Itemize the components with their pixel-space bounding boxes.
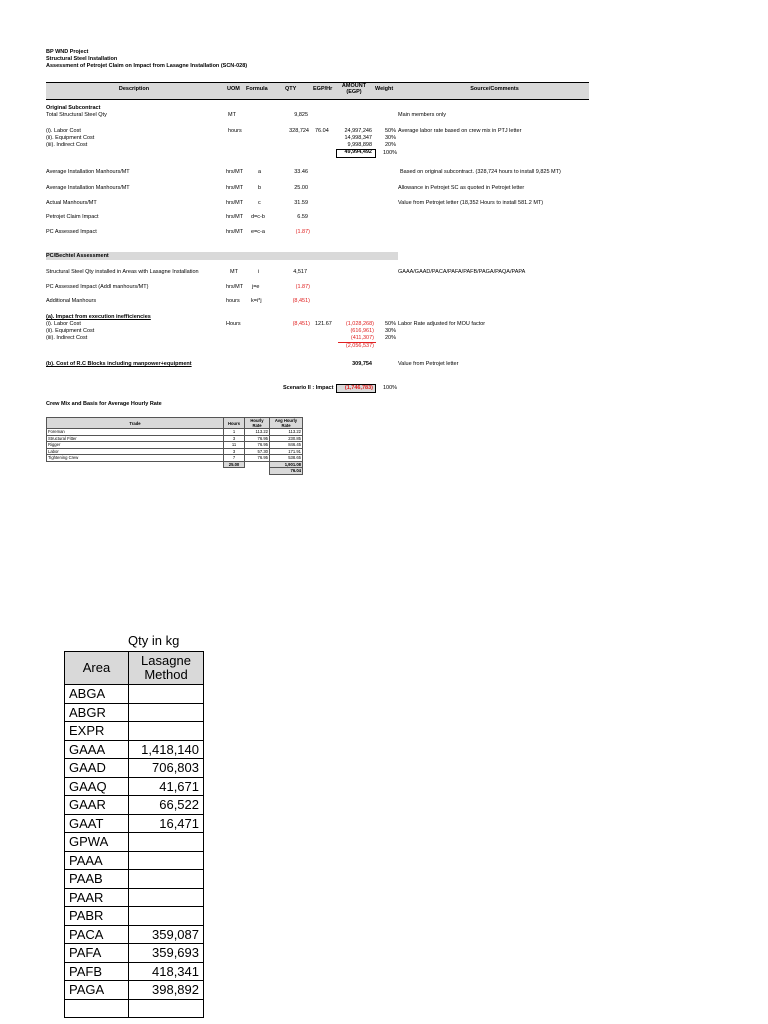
blocks-comment: Value from Petrojet letter: [398, 361, 459, 367]
rate-row-uom: hrs/MT: [226, 185, 244, 191]
rate-row-comment: Value from Petrojet letter (18,352 Hours to install 581.2 MT): [398, 200, 544, 206]
qty-row: [65, 777, 204, 796]
total-steel-comment: Main members only: [398, 112, 446, 118]
impact-indirect-weight: 20%: [385, 335, 397, 341]
rate-row-uom: hrs/MT: [226, 229, 244, 235]
total-steel-qty: 9,825: [294, 112, 308, 118]
crew-total-avg: 1,901.08: [270, 461, 303, 468]
col-header-formula: Formula: [246, 86, 268, 92]
crew-trade: Rigger: [47, 442, 224, 449]
impact-uom: Hours: [226, 321, 241, 327]
crew-col-trade: Trade: [47, 418, 224, 429]
crew-trade: Structural Fitter: [47, 435, 224, 442]
crew-heading: Crew Mix and Basis for Average Hourly Rate: [46, 401, 162, 407]
qty-row: [65, 907, 204, 926]
qty-area: GAAT: [65, 814, 129, 833]
labor-cost-weight: 50%: [385, 128, 397, 134]
qty-area: GAAA: [65, 740, 129, 759]
qty-area: ABGA: [65, 685, 129, 704]
qty-value: [129, 999, 204, 1018]
qty-row: [65, 685, 204, 704]
crew-rate-row: [47, 468, 303, 475]
impact-labor-label: (i). Labor Cost: [46, 321, 81, 327]
crew-avg: 230.85: [270, 435, 303, 442]
qty-area: PAAR: [65, 888, 129, 907]
scenario-amount: (1,746,783): [344, 385, 373, 391]
project-title: BP WND Project: [46, 49, 89, 55]
labor-cost-comment: Average labor rate based on crew mix in PTJ letter: [398, 128, 522, 134]
indirect-cost-amount: 9,998,898: [347, 142, 372, 148]
rate-row-formula: c: [258, 200, 261, 206]
rate-row-qty: 33.46: [294, 169, 308, 175]
crew-rate: 76.95: [245, 442, 270, 449]
qty-value: 359,087: [129, 925, 204, 944]
rate-row-comment: Allowance in Petrojet SC as quoted in Petrojet letter: [398, 185, 525, 191]
qty-value: 398,892: [129, 981, 204, 1000]
qty-row: [65, 981, 204, 1000]
qty-row: [65, 833, 204, 852]
col-header-qty: QTY: [285, 86, 297, 92]
equipment-cost-label: (ii). Equipment Cost: [46, 135, 95, 141]
crew-trade: Tightening Crew: [47, 455, 224, 462]
qty-value: [129, 851, 204, 870]
assessment-row-qty: (8,451): [292, 298, 310, 304]
qty-value: 418,341: [129, 962, 204, 981]
rate-row-formula: e=c-a: [251, 229, 265, 235]
qty-value: 359,693: [129, 944, 204, 963]
crew-avg: 171.91: [270, 448, 303, 455]
scenario-label: Scenario II : Impact: [283, 385, 334, 391]
qty-area: GAAR: [65, 796, 129, 815]
qty-row: [65, 703, 204, 722]
col-header-source: Source/Comments: [470, 86, 519, 92]
total-steel-uom: MT: [228, 112, 236, 118]
crew-hours: 1: [224, 429, 245, 436]
qty-value: 41,671: [129, 777, 204, 796]
impact-labor-amount: (1,028,268): [345, 321, 374, 327]
qty-value: [129, 833, 204, 852]
rate-row-formula: b: [258, 185, 262, 191]
scope-title: Structural Steel Installation: [46, 56, 118, 62]
impact-equipment-weight: 30%: [385, 328, 397, 334]
qty-value: [129, 907, 204, 926]
scenario-weight: 100%: [383, 385, 398, 391]
rate-row-uom: hrs/MT: [226, 169, 244, 175]
qty-area: PAAB: [65, 870, 129, 889]
qty-row: [65, 740, 204, 759]
impact-labor-weight: 50%: [385, 321, 397, 327]
rate-row-qty: 25.00: [294, 185, 308, 191]
rate-row-qty: 31.59: [294, 200, 308, 206]
qty-area: PAAA: [65, 851, 129, 870]
crew-col-hours: Hours: [224, 418, 245, 429]
col-header-description: Description: [118, 86, 150, 92]
rate-row-qty: 6.59: [297, 214, 308, 220]
labor-cost-rate: 76.04: [315, 128, 329, 134]
crew-avg: 113.22: [270, 429, 303, 436]
qty-value: 1,418,140: [129, 740, 204, 759]
col-header-uom: UOM: [227, 86, 240, 92]
crew-rate: 57.30: [245, 448, 270, 455]
impact-labor-comment: Labor Rate adjusted for MOU factor: [398, 321, 486, 327]
col-header-egp-hr: EGP/Hr: [313, 86, 333, 92]
qty-caption: Qty in kg: [128, 633, 180, 648]
qty-area: EXPR: [65, 722, 129, 741]
assessment-row-qty: 4,517: [293, 269, 307, 275]
col-header-weight: Weight: [375, 86, 394, 92]
col-header-amount: AMOUNT (EGP): [341, 83, 367, 95]
rate-row-label: PC Assessed Impact: [46, 229, 97, 235]
indirect-cost-label: (iii). Indirect Cost: [46, 142, 88, 148]
qty-value: 66,522: [129, 796, 204, 815]
qty-row: [65, 962, 204, 981]
rate-row-uom: hrs/MT: [226, 200, 244, 206]
crew-hours: 7: [224, 455, 245, 462]
assessment-row-formula: i: [258, 269, 260, 275]
impact-equipment-amount: (616,961): [350, 328, 374, 334]
qty-area: GAAD: [65, 759, 129, 778]
indirect-cost-weight: 20%: [385, 142, 397, 148]
equipment-cost-amount: 14,998,347: [344, 135, 372, 141]
qty-col-area: Area: [65, 652, 129, 685]
qty-value: [129, 703, 204, 722]
assessment-row-label: Structural Steel Qty installed in Areas with Lasagne Installation: [46, 269, 199, 275]
qty-value: [129, 888, 204, 907]
assessment-row-uom: hours: [226, 298, 240, 304]
crew-table: [46, 417, 303, 475]
qty-row: [65, 999, 204, 1018]
crew-hours: 11: [224, 442, 245, 449]
qty-row: [65, 814, 204, 833]
qty-value: [129, 870, 204, 889]
assessment-row-formula: j=e: [252, 284, 260, 290]
blocks-label: (b). Cost of R.C Blocks including manpower+equipment: [46, 361, 192, 367]
qty-row: [65, 870, 204, 889]
impact-rate: 121.67: [315, 321, 332, 327]
rate-row-label: Average Installation Manhours/MT: [46, 169, 130, 175]
qty-row: [65, 759, 204, 778]
crew-hours: 3: [224, 435, 245, 442]
crew-total-hours: 25.00: [224, 461, 245, 468]
labor-cost-uom: hours: [228, 128, 242, 134]
qty-area: PACA: [65, 925, 129, 944]
rate-row-comment: Based on original subcontract. (328,724 hours to install 9,825 MT): [400, 169, 561, 175]
qty-area: PAGA: [65, 981, 129, 1000]
crew-hours: 3: [224, 448, 245, 455]
qty-area: GPWA: [65, 833, 129, 852]
rate-row-uom: hrs/MT: [226, 214, 244, 220]
crew-trade: Foreman: [47, 429, 224, 436]
qty-row: [65, 925, 204, 944]
total-steel-label: Total Structural Steel Qty: [46, 112, 107, 118]
qty-value: [129, 722, 204, 741]
labor-cost-qty: 328,724: [289, 128, 309, 134]
crew-rate: 113.22: [245, 429, 270, 436]
rate-row-formula: a: [258, 169, 262, 175]
assessment-row-label: PC Assessed Impact (Addl manhours/MT): [46, 284, 149, 290]
equipment-cost-weight: 30%: [385, 135, 397, 141]
qty-value: 706,803: [129, 759, 204, 778]
assessment-row-uom: MT: [230, 269, 238, 275]
original-total-amount: 49,994,492: [344, 149, 372, 155]
rate-row-formula: d=c-b: [251, 214, 265, 220]
impact-total-amount: (2,056,537): [345, 343, 374, 349]
qty-area: PAFA: [65, 944, 129, 963]
rate-row-label: Average Installation Manhours/MT: [46, 185, 130, 191]
assessment-row-comment: GAAA/GAAD/PACA/PAFA/PAFB/PAGA/PAQA/PAPA: [398, 269, 526, 275]
crew-avg-rate: 76.04: [270, 468, 303, 475]
crew-col-hourly: Hourly Rate: [245, 418, 270, 429]
impact-indirect-label: (iii). Indirect Cost: [46, 335, 88, 341]
qty-row: [65, 796, 204, 815]
assessment-row-label: Additional Manhours: [46, 298, 97, 304]
qty-value: [129, 685, 204, 704]
qty-area: PAFB: [65, 962, 129, 981]
qty-row: [65, 722, 204, 741]
impact-qty: (8,451): [292, 321, 310, 327]
labor-cost-label: (i). Labor Cost: [46, 128, 81, 134]
assessment-heading: PC/Bechtel Assessment: [46, 253, 109, 259]
blocks-amount: 309,754: [352, 361, 372, 367]
qty-area: ABGR: [65, 703, 129, 722]
labor-cost-amount: 24,997,246: [344, 128, 372, 134]
qty-row: [65, 888, 204, 907]
impact-equipment-label: (ii). Equipment Cost: [46, 328, 95, 334]
crew-avg: 846.45: [270, 442, 303, 449]
qty-row: [65, 944, 204, 963]
impact-heading: (a). Impact from execution inefficiencies: [46, 314, 151, 320]
qty-table: [64, 651, 204, 1018]
rate-row-label: Actual Manhours/MT: [46, 200, 97, 206]
crew-rate: 76.95: [245, 455, 270, 462]
qty-area: GAAQ: [65, 777, 129, 796]
rate-row-qty: (1.87): [295, 229, 310, 235]
qty-col-method: Lasagne Method: [129, 652, 204, 685]
subject-title: Assessment of Petrojet Claim on Impact from Lasagne Installation (SCN-028): [46, 63, 248, 69]
qty-area: PABR: [65, 907, 129, 926]
qty-value: 16,471: [129, 814, 204, 833]
qty-area: [65, 999, 129, 1018]
rate-row-label: Petrojet Claim Impact: [46, 214, 99, 220]
qty-row: [65, 851, 204, 870]
original-subcontract-heading: Original Subcontract: [46, 105, 101, 111]
impact-indirect-amount: (411,307): [350, 335, 374, 341]
original-total-weight: 100%: [383, 150, 398, 156]
assessment-row-formula: k=i*j: [251, 298, 262, 304]
crew-rate: 76.95: [245, 435, 270, 442]
assessment-row-uom: hrs/MT: [226, 284, 244, 290]
crew-trade: Labor: [47, 448, 224, 455]
assessment-row-qty: (1.87): [295, 284, 310, 290]
crew-col-avg: Avg Hourly Rate: [270, 418, 303, 429]
crew-avg: 538.65: [270, 455, 303, 462]
